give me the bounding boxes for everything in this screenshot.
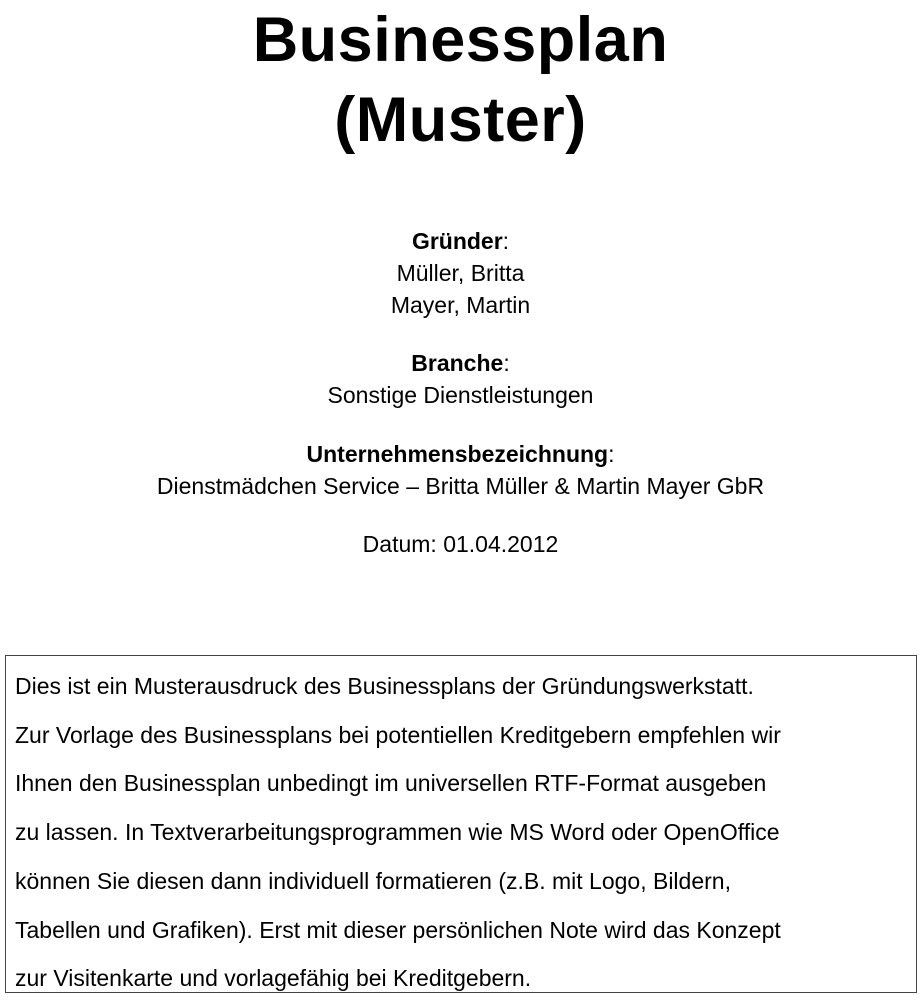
notice-line: zur Visitenkarte und vorlagefähig bei Kreditgebern. — [15, 965, 532, 992]
company-label: Unternehmensbezeichnung — [306, 441, 609, 467]
founders-heading: Gründer: — [411, 228, 510, 254]
notice-line: Tabellen und Grafiken). Erst mit dieser persönlichen Note wird das Konzept — [15, 916, 781, 943]
notice-line: zu lassen. In Textverarbeitungsprogrammen wie MS Word oder OpenOffice — [15, 819, 780, 846]
notice-line: können Sie diesen dann individuell formatieren (z.B. mit Logo, Bildern, — [15, 867, 731, 894]
notice-line: Dies ist ein Musterausdruck des Businessplans der Gründungswerkstatt. — [15, 673, 754, 699]
industry-section — [0, 347, 921, 411]
date-text: Datum: 01.04.2012 — [362, 531, 559, 557]
industry-label: Branche — [411, 350, 504, 376]
document-title — [0, 0, 921, 160]
founder-name-2: Mayer, Martin — [390, 292, 531, 318]
notice-line: Ihnen den Businessplan unbedingt im universellen RTF-Format ausgeben — [15, 770, 767, 797]
industry-heading: Branche: — [411, 350, 510, 376]
founders-label: Gründer — [411, 228, 503, 254]
title-line-1: Businessplan — [252, 5, 669, 75]
founder-name-1: Müller, Britta — [396, 260, 525, 286]
date-section — [0, 528, 921, 560]
notice-line: Zur Vorlage des Businessplans bei potentiellen Kreditgebern empfehlen wir — [15, 721, 781, 748]
title-line-2: (Muster) — [334, 85, 587, 155]
industry-value: Sonstige Dienstleistungen — [327, 382, 594, 408]
founders-section — [0, 225, 921, 321]
company-heading: Unternehmensbezeichnung: — [306, 441, 615, 467]
notice-box — [5, 655, 917, 993]
company-value: Dienstmädchen Service – Britta Müller & Martin Mayer GbR — [156, 473, 765, 499]
company-section — [0, 438, 921, 502]
